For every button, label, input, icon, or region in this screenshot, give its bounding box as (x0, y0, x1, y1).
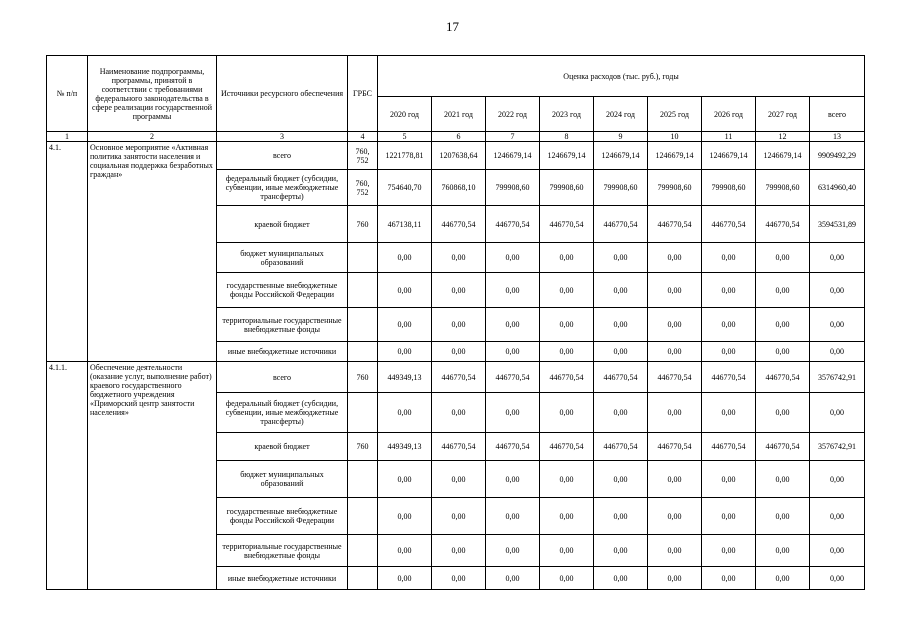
year-value: 0,00 (378, 342, 432, 362)
grbs-code (348, 342, 378, 362)
year-value: 446770,54 (432, 362, 486, 393)
year-value: 446770,54 (540, 362, 594, 393)
column-index: 7 (486, 132, 540, 142)
total-value: 0,00 (810, 393, 865, 433)
grbs-code: 760, 752 (348, 170, 378, 206)
year-value: 446770,54 (756, 362, 810, 393)
budget-table (46, 55, 865, 590)
grbs-code (348, 308, 378, 342)
item-name: Основное мероприятие «Активная политика занятости населения и социальная поддержка безработных граждан» (88, 142, 217, 362)
column-index: 11 (702, 132, 756, 142)
year-value: 799908,60 (648, 170, 702, 206)
year-value: 0,00 (702, 273, 756, 308)
year-value: 0,00 (648, 498, 702, 535)
year-value: 449349,13 (378, 362, 432, 393)
header-year: 2027 год (756, 97, 810, 132)
year-value: 446770,54 (486, 433, 540, 461)
grbs-code (348, 498, 378, 535)
year-value: 0,00 (594, 308, 648, 342)
total-value: 0,00 (810, 273, 865, 308)
year-value: 0,00 (594, 243, 648, 273)
year-value: 0,00 (702, 567, 756, 590)
header-row (47, 56, 865, 97)
year-value: 1246679,14 (648, 142, 702, 170)
header-year: 2020 год (378, 97, 432, 132)
page-number: 17 (446, 19, 459, 34)
column-index: 6 (432, 132, 486, 142)
column-index: 12 (756, 132, 810, 142)
column-index: 8 (540, 132, 594, 142)
header-name: Наименование подпрограммы, программы, принятой в соответствии с требованиями федерального законодательства в сфере реализации государственной программы (88, 56, 217, 132)
year-value: 1246679,14 (702, 142, 756, 170)
total-value: 0,00 (810, 342, 865, 362)
year-value: 0,00 (648, 342, 702, 362)
grbs-code: 760, 752 (348, 142, 378, 170)
year-value: 0,00 (702, 498, 756, 535)
year-value: 1246679,14 (756, 142, 810, 170)
column-index: 5 (378, 132, 432, 142)
year-value: 446770,54 (486, 206, 540, 243)
total-value: 3576742,91 (810, 433, 865, 461)
year-value: 0,00 (432, 273, 486, 308)
funding-source: территориальные государственные внебюджетные фонды (217, 535, 348, 567)
year-value: 0,00 (540, 273, 594, 308)
header-num: № п/п (47, 56, 88, 132)
funding-source: всего (217, 142, 348, 170)
year-value: 1207638,64 (432, 142, 486, 170)
year-value: 754640,70 (378, 170, 432, 206)
year-value: 446770,54 (756, 433, 810, 461)
year-value: 0,00 (540, 342, 594, 362)
item-number: 4.1.1. (47, 362, 88, 590)
year-value: 446770,54 (648, 362, 702, 393)
funding-source: бюджет муниципальных образований (217, 243, 348, 273)
header-year: 2023 год (540, 97, 594, 132)
year-value: 0,00 (594, 535, 648, 567)
year-value: 0,00 (756, 535, 810, 567)
year-value: 0,00 (594, 461, 648, 498)
year-value: 799908,60 (756, 170, 810, 206)
year-value: 0,00 (378, 498, 432, 535)
header-estimate: Оценка расходов (тыс. руб.), годы (378, 56, 865, 97)
year-value: 0,00 (432, 393, 486, 433)
column-index-row (47, 132, 865, 142)
year-value: 0,00 (648, 308, 702, 342)
column-index: 9 (594, 132, 648, 142)
year-value: 0,00 (486, 308, 540, 342)
total-value: 0,00 (810, 535, 865, 567)
year-value: 799908,60 (486, 170, 540, 206)
year-value: 446770,54 (540, 433, 594, 461)
year-value: 799908,60 (594, 170, 648, 206)
year-value: 0,00 (540, 308, 594, 342)
year-value: 0,00 (378, 535, 432, 567)
column-index: 2 (88, 132, 217, 142)
year-value: 760868,10 (432, 170, 486, 206)
year-value: 446770,54 (756, 206, 810, 243)
year-value: 0,00 (540, 243, 594, 273)
year-value: 446770,54 (486, 362, 540, 393)
year-value: 0,00 (594, 567, 648, 590)
year-value: 0,00 (702, 393, 756, 433)
year-value: 0,00 (540, 535, 594, 567)
funding-source: федеральный бюджет (субсидии, субвенции, иные межбюджетные трансферты) (217, 393, 348, 433)
year-value: 0,00 (432, 308, 486, 342)
header-year: 2022 год (486, 97, 540, 132)
item-name: Обеспечение деятельности (оказание услуг, выполнение работ) краевого государственного бюджетного учреждения «Приморский центр занятости населения» (88, 362, 217, 590)
year-value: 446770,54 (594, 206, 648, 243)
year-value: 446770,54 (432, 433, 486, 461)
grbs-code: 760 (348, 433, 378, 461)
total-value: 3594531,89 (810, 206, 865, 243)
year-value: 467138,11 (378, 206, 432, 243)
total-value: 0,00 (810, 567, 865, 590)
year-value: 0,00 (648, 461, 702, 498)
year-value: 0,00 (378, 393, 432, 433)
funding-source: всего (217, 362, 348, 393)
year-value: 0,00 (648, 243, 702, 273)
year-value: 0,00 (486, 243, 540, 273)
funding-source: краевой бюджет (217, 433, 348, 461)
year-value: 446770,54 (594, 362, 648, 393)
year-value: 446770,54 (432, 206, 486, 243)
column-index: 4 (348, 132, 378, 142)
grbs-code: 760 (348, 362, 378, 393)
year-value: 0,00 (594, 393, 648, 433)
year-value: 0,00 (378, 273, 432, 308)
year-value: 0,00 (486, 535, 540, 567)
total-value: 3576742,91 (810, 362, 865, 393)
year-value: 0,00 (648, 273, 702, 308)
year-value: 799908,60 (540, 170, 594, 206)
year-value: 0,00 (486, 393, 540, 433)
total-value: 0,00 (810, 461, 865, 498)
year-value: 0,00 (702, 535, 756, 567)
year-value: 446770,54 (702, 362, 756, 393)
table-row (47, 142, 865, 170)
funding-source: краевой бюджет (217, 206, 348, 243)
year-value: 0,00 (594, 342, 648, 362)
year-value: 1246679,14 (540, 142, 594, 170)
year-value: 0,00 (540, 498, 594, 535)
year-value: 0,00 (702, 342, 756, 362)
year-value: 0,00 (486, 342, 540, 362)
funding-source: иные внебюджетные источники (217, 567, 348, 590)
grbs-code (348, 243, 378, 273)
year-value: 446770,54 (594, 433, 648, 461)
year-value: 0,00 (540, 567, 594, 590)
year-value: 0,00 (756, 461, 810, 498)
year-value: 1221778,81 (378, 142, 432, 170)
year-value: 0,00 (432, 342, 486, 362)
year-value: 1246679,14 (486, 142, 540, 170)
funding-source: государственные внебюджетные фонды Российской Федерации (217, 498, 348, 535)
grbs-code (348, 461, 378, 498)
year-value: 446770,54 (702, 206, 756, 243)
year-value: 0,00 (756, 308, 810, 342)
year-value: 449349,13 (378, 433, 432, 461)
year-value: 0,00 (756, 393, 810, 433)
total-value: 0,00 (810, 243, 865, 273)
year-value: 0,00 (648, 393, 702, 433)
header-year: 2024 год (594, 97, 648, 132)
year-value: 0,00 (702, 308, 756, 342)
grbs-code (348, 393, 378, 433)
funding-source: территориальные государственные внебюджетные фонды (217, 308, 348, 342)
column-index: 10 (648, 132, 702, 142)
total-value: 0,00 (810, 498, 865, 535)
year-value: 0,00 (702, 243, 756, 273)
total-value: 9909492,29 (810, 142, 865, 170)
year-value: 0,00 (594, 273, 648, 308)
year-value: 0,00 (702, 461, 756, 498)
year-value: 0,00 (378, 308, 432, 342)
year-value: 0,00 (432, 498, 486, 535)
year-value: 0,00 (540, 393, 594, 433)
funding-source: иные внебюджетные источники (217, 342, 348, 362)
year-value: 0,00 (432, 535, 486, 567)
year-value: 0,00 (486, 461, 540, 498)
year-value: 0,00 (486, 273, 540, 308)
year-value: 0,00 (432, 461, 486, 498)
column-index: 13 (810, 132, 865, 142)
year-value: 799908,60 (702, 170, 756, 206)
year-value: 0,00 (648, 535, 702, 567)
year-value: 446770,54 (648, 206, 702, 243)
header-year: 2026 год (702, 97, 756, 132)
funding-source: государственные внебюджетные фонды Российской Федерации (217, 273, 348, 308)
year-value: 0,00 (756, 243, 810, 273)
year-value: 0,00 (432, 567, 486, 590)
year-value: 446770,54 (702, 433, 756, 461)
grbs-code (348, 567, 378, 590)
header-year: 2025 год (648, 97, 702, 132)
grbs-code (348, 273, 378, 308)
funding-source: федеральный бюджет (субсидии, субвенции, иные межбюджетные трансферты) (217, 170, 348, 206)
year-value: 0,00 (378, 243, 432, 273)
grbs-code: 760 (348, 206, 378, 243)
header-grbs: ГРБС (348, 56, 378, 132)
funding-source: бюджет муниципальных образований (217, 461, 348, 498)
total-value: 6314960,40 (810, 170, 865, 206)
year-value: 0,00 (756, 342, 810, 362)
year-value: 446770,54 (540, 206, 594, 243)
year-value: 0,00 (540, 461, 594, 498)
table-body (47, 56, 865, 590)
header-year: 2021 год (432, 97, 486, 132)
header-source: Источники ресурсного обеспечения (217, 56, 348, 132)
header-total: всего (810, 97, 865, 132)
year-value: 0,00 (756, 567, 810, 590)
column-index: 1 (47, 132, 88, 142)
year-value: 0,00 (378, 461, 432, 498)
year-value: 446770,54 (648, 433, 702, 461)
year-value: 0,00 (486, 498, 540, 535)
year-value: 0,00 (756, 498, 810, 535)
year-value: 0,00 (486, 567, 540, 590)
table-row (47, 362, 865, 393)
year-value: 0,00 (432, 243, 486, 273)
column-index: 3 (217, 132, 348, 142)
item-number: 4.1. (47, 142, 88, 362)
year-value: 0,00 (378, 567, 432, 590)
year-value: 0,00 (594, 498, 648, 535)
total-value: 0,00 (810, 308, 865, 342)
year-value: 0,00 (648, 567, 702, 590)
year-value: 1246679,14 (594, 142, 648, 170)
grbs-code (348, 535, 378, 567)
year-value: 0,00 (756, 273, 810, 308)
